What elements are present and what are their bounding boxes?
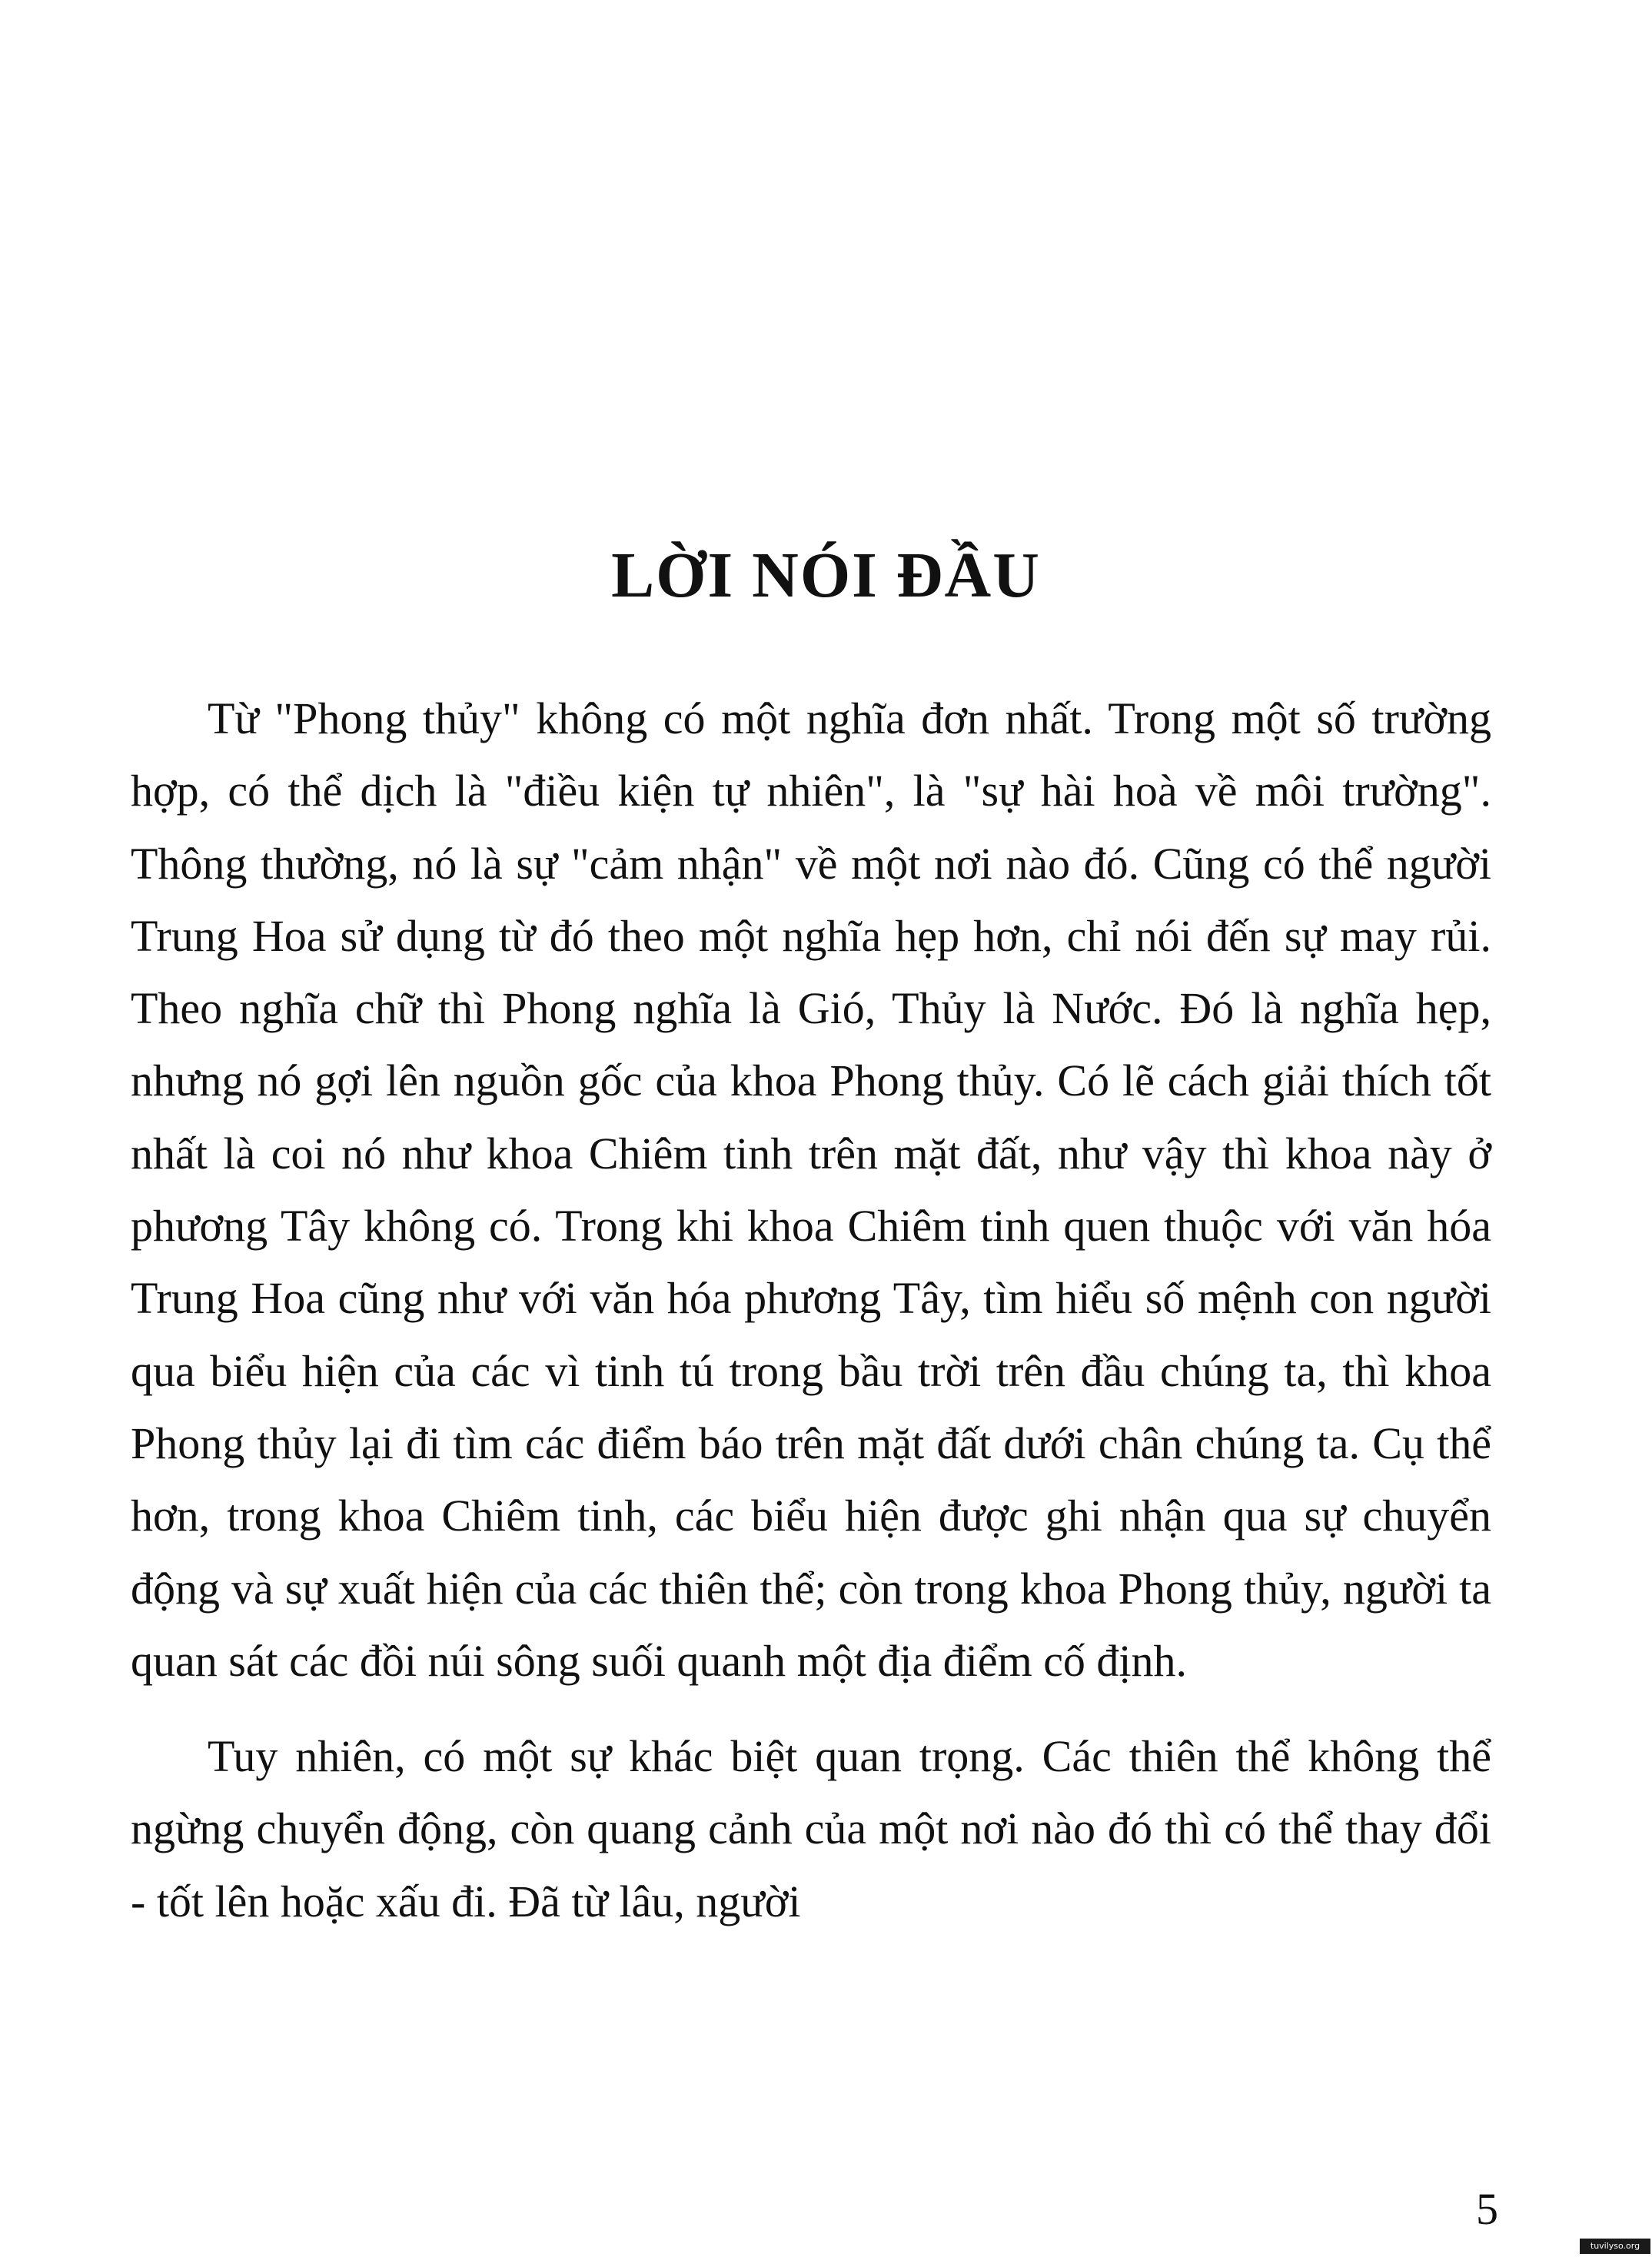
paragraph-1: Từ "Phong thủy" không có một nghĩa đơn nhất. Trong một số trường hợp, có thể dịch là "điều kiện tự nhiên", là "sự hài hoà về môi trường". Thông thường, nó là sự "cảm nhận" về một nơi nào đó. Cũng có thể người Trung Hoa sử dụng từ đó theo một nghĩa hẹp hơn, chỉ nói đến sự may rủi. Theo nghĩa chữ thì Phong nghĩa là Gió, Thủy là Nước. Đó là nghĩa hẹp, nhưng nó gợi lên nguồn gốc của khoa Phong thủy. Có lẽ cách giải thích tốt nhất là coi nó như khoa Chiêm tinh trên mặt đất, như vậy thì khoa này ở phương Tây không có. Trong khi khoa Chiêm tinh quen thuộc với văn hóa Trung Hoa cũng như với văn hóa phương Tây, tìm hiểu số mệnh con người qua biểu hiện của các vì tinh tú trong bầu trời trên đầu chúng ta, thì khoa Phong thủy lại đi tìm các điểm báo trên mặt đất dưới chân chúng ta. Cụ thể hơn, trong khoa Chiêm tinh, các biểu hiện được ghi nhận qua sự chuyển động và sự xuất hiện của các thiên thể; còn trong khoa Phong thủy, người ta quan sát các đồi núi sông suối quanh một địa điểm cố định.	[131, 693, 1491, 1686]
chapter-title: LỜI NÓI ĐẦU	[611, 540, 1041, 611]
watermark-label: tuvilyso.org	[1580, 2239, 1650, 2254]
page-number: 5	[1476, 2184, 1498, 2234]
paragraph-2: Tuy nhiên, có một sự khác biệt quan trọng. Các thiên thể không thể ngừng chuyển động, còn quang cảnh của một nơi nào đó thì có thể thay đổi - tốt lên hoặc xấu đi. Đã từ lâu, người	[131, 1731, 1491, 1926]
body-text	[131, 683, 1491, 1938]
